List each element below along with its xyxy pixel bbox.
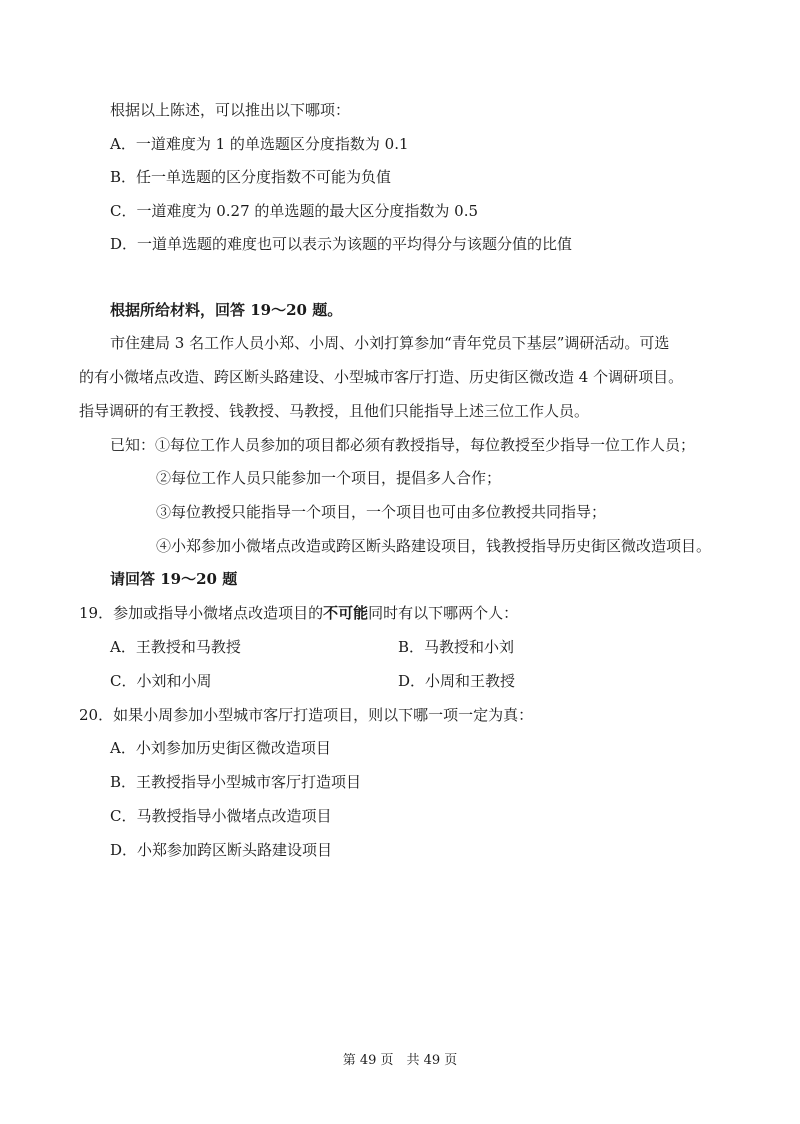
known-condition-2: ②每位工作人员只能参加一个项目，提倡多人合作； — [156, 469, 502, 487]
q20-stem: 20．如果小周参加小型城市客厅打造项目，则以下哪一项一定为真： — [79, 706, 534, 724]
q20-option-a: A．小刘参加历史街区微改造项目 — [110, 739, 331, 757]
material-line-2: 的有小微堵点改造、跨区断头路建设、小型城市客厅打造、历史街区微改造 4 个调研项目。 — [79, 368, 684, 386]
q18-option-c: C．一道难度为 0.27 的单选题的最大区分度指数为 0.5 — [110, 202, 479, 220]
q19-stem-emphasis: 不可能 — [323, 604, 369, 622]
section-heading: 根据所给材料，回答 19～20 题。 — [110, 301, 343, 319]
instruction: 请回答 19～20 题 — [110, 570, 238, 588]
known-condition-1: 已知：①每位工作人员参加的项目都必须有教授指导，每位教授至少指导一位工作人员； — [110, 436, 696, 454]
q19-option-d: D．小周和王教授 — [398, 672, 516, 690]
q19-option-a: A．王教授和马教授 — [110, 638, 241, 656]
q19-stem-after: 同时有以下哪两个人： — [368, 604, 519, 622]
page-number-footer: 第 49 页 共 49 页 — [342, 1053, 458, 1068]
material-line-1: 市住建局 3 名工作人员小郑、小周、小刘打算参加“青年党员下基层”调研活动。可选 — [110, 334, 670, 352]
q20-option-b: B．王教授指导小型城市客厅打造项目 — [110, 773, 362, 791]
q18-stem: 根据以上陈述，可以推出以下哪项： — [110, 101, 351, 119]
known-condition-3: ③每位教授只能指导一个项目，一个项目也可由多位教授共同指导； — [156, 503, 607, 521]
q18-option-d: D．一道单选题的难度也可以表示为该题的平均得分与该题分值的比值 — [110, 235, 573, 253]
known-condition-4: ④小郑参加小微堵点改造或跨区断头路建设项目，钱教授指导历史街区微改造项目。 — [156, 537, 712, 555]
q19-option-c: C．小刘和小周 — [110, 672, 212, 690]
q20-option-c: C．马教授指导小微堵点改造项目 — [110, 807, 332, 825]
q20-option-d: D．小郑参加跨区断头路建设项目 — [110, 841, 333, 859]
q19-stem — [79, 603, 518, 623]
q19-option-b: B．马教授和小刘 — [398, 638, 515, 656]
material-line-3: 指导调研的有王教授、钱教授、马教授，且他们只能指导上述三位工作人员。 — [79, 402, 590, 420]
q18-option-a: A．一道难度为 1 的单选题区分度指数为 0.1 — [110, 135, 409, 153]
q18-option-b: B．任一单选题的区分度指数不可能为负值 — [110, 168, 392, 186]
q19-stem-before: 19．参加或指导小微堵点改造项目的 — [79, 604, 324, 622]
